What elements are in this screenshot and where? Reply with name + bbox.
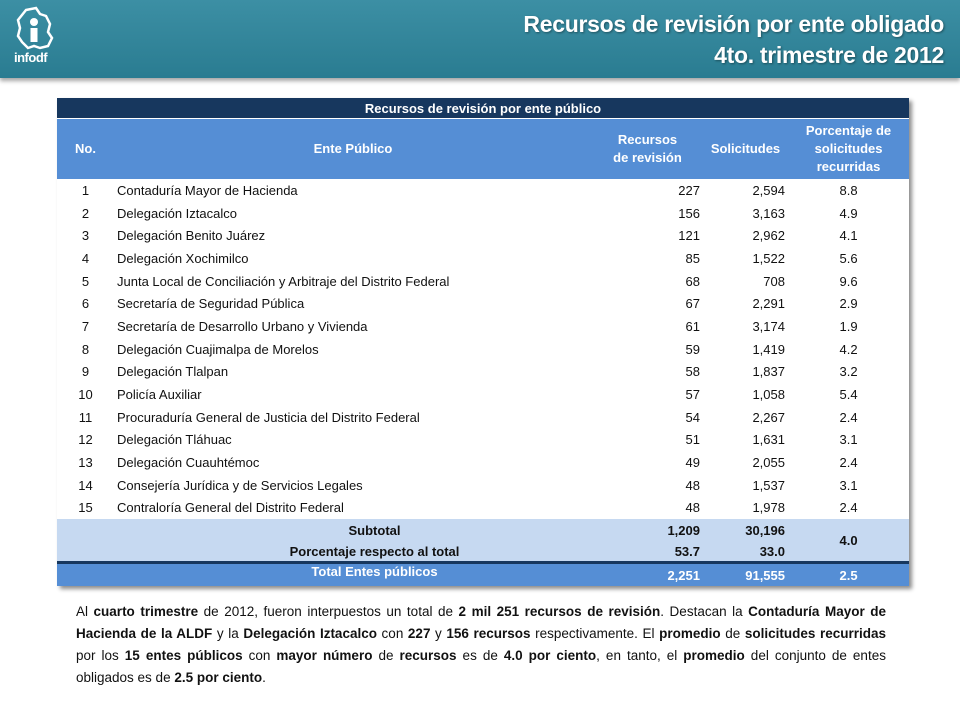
table-row [57,429,909,452]
cell-recursos: 61 [592,315,703,338]
recursos-table [57,98,909,586]
para-text: respectivamente. El [530,626,660,641]
header-no: No. [57,119,114,180]
table-row [57,451,909,474]
cell-no: 12 [57,429,114,452]
subtotal-label: Subtotal [57,519,592,541]
para-bold: 227 [407,626,431,641]
total-solicitudes: 91,555 [703,563,788,587]
total-row [57,563,909,587]
table-title: Recursos de revisión por ente público [57,98,909,119]
cell-no: 8 [57,338,114,361]
para-text: de [372,648,400,663]
cell-ente: Delegación Tlalpan [114,361,592,384]
para-text: . Destacan la [660,604,749,619]
cell-recursos: 48 [592,474,703,497]
page-title [523,9,944,71]
cell-pct: 5.6 [788,247,909,270]
table-row [57,224,909,247]
para-bold: 156 recursos [446,626,531,641]
cell-pct: 2.4 [788,497,909,520]
total-pct: 2.5 [788,563,909,587]
table-row [57,247,909,270]
porcentaje-solicitudes: 33.0 [703,541,788,563]
cell-no: 15 [57,497,114,520]
logo-text: infodf [14,50,48,65]
porcentaje-row [57,541,909,563]
para-bold: 2 mil 251 recursos de revisión [458,604,661,619]
cell-solicitudes: 2,055 [703,451,788,474]
para-bold: 15 entes públicos [124,648,243,663]
cell-recursos: 156 [592,202,703,225]
subtotal-pct: 4.0 [788,519,909,563]
cell-pct: 4.1 [788,224,909,247]
cell-recursos: 58 [592,361,703,384]
cell-solicitudes: 1,631 [703,429,788,452]
cell-ente: Consejería Jurídica y de Servicios Legales [114,474,592,497]
cell-ente: Contraloría General del Distrito Federal [114,497,592,520]
cell-pct: 4.2 [788,338,909,361]
cell-pct: 9.6 [788,270,909,293]
table-row [57,292,909,315]
para-text: y la [212,626,244,641]
cell-no: 14 [57,474,114,497]
para-bold: recursos [399,648,457,663]
table-row [57,202,909,225]
table-row [57,497,909,520]
cell-no: 11 [57,406,114,429]
total-recursos: 2,251 [592,563,703,587]
cell-no: 1 [57,179,114,202]
cell-no: 9 [57,361,114,384]
para-bold: promedio [683,648,745,663]
table-row [57,315,909,338]
cell-solicitudes: 2,962 [703,224,788,247]
para-bold: Contaduría Mayor de Hacienda de la ALDF [76,604,886,641]
cell-ente: Delegación Cuajimalpa de Morelos [114,338,592,361]
cell-solicitudes: 2,594 [703,179,788,202]
para-text: de [720,626,745,641]
cell-no: 13 [57,451,114,474]
para-bold: Delegación Iztacalco [243,626,377,641]
header-recursos-line2: de revisión [613,150,682,165]
cell-pct: 3.2 [788,361,909,384]
cell-solicitudes: 1,058 [703,383,788,406]
table-body [57,179,909,519]
cell-ente: Contaduría Mayor de Hacienda [114,179,592,202]
cell-pct: 4.9 [788,202,909,225]
cell-solicitudes: 3,163 [703,202,788,225]
para-bold: promedio [659,626,721,641]
header-pct-line1: Porcentaje de [805,123,892,138]
porcentaje-recursos: 53.7 [592,541,703,563]
total-label: Total Entes públicos [57,563,592,587]
table-row [57,338,909,361]
cell-ente: Delegación Iztacalco [114,202,592,225]
cell-no: 6 [57,292,114,315]
cell-pct: 5.4 [788,383,909,406]
header-ente: Ente Público [114,119,592,180]
header-recursos [592,119,703,180]
para-text: del conjunto de entes obligados es de [76,648,886,685]
cell-ente: Delegación Cuauhtémoc [114,451,592,474]
para-text: y [430,626,447,641]
cell-recursos: 121 [592,224,703,247]
cell-ente: Junta Local de Conciliación y Arbitraje del Distrito Federal [114,270,592,293]
para-text: de 2012, fueron interpuestos un total de [198,604,459,619]
cell-solicitudes: 2,291 [703,292,788,315]
cell-solicitudes: 1,978 [703,497,788,520]
para-text: por los [76,648,125,663]
para-text: con [242,648,277,663]
table-row [57,179,909,202]
cell-pct: 3.1 [788,474,909,497]
para-bold: solicitudes recurridas [744,626,886,641]
header-porcentaje [788,119,909,180]
cell-recursos: 227 [592,179,703,202]
header-pct-line2: solicitudes [814,141,883,156]
subtotal-recursos: 1,209 [592,519,703,541]
cell-recursos: 54 [592,406,703,429]
para-text: es de [456,648,504,663]
cell-no: 4 [57,247,114,270]
cell-solicitudes: 1,537 [703,474,788,497]
cell-no: 10 [57,383,114,406]
cell-ente: Delegación Tláhuac [114,429,592,452]
subtotal-solicitudes: 30,196 [703,519,788,541]
cell-pct: 8.8 [788,179,909,202]
para-text: Al [76,604,94,619]
cell-no: 3 [57,224,114,247]
para-text: , en tanto, el [596,648,684,663]
cell-ente: Delegación Benito Juárez [114,224,592,247]
header-solicitudes: Solicitudes [703,119,788,180]
header-bar [0,0,960,78]
table-row [57,270,909,293]
cell-recursos: 59 [592,338,703,361]
title-line-1: Recursos de revisión por ente obligado [523,11,944,37]
para-bold: mayor número [276,648,373,663]
cell-ente: Policía Auxiliar [114,383,592,406]
cell-ente: Secretaría de Seguridad Pública [114,292,592,315]
table-row [57,383,909,406]
cell-pct: 1.9 [788,315,909,338]
cell-no: 2 [57,202,114,225]
table-row [57,474,909,497]
cell-solicitudes: 3,174 [703,315,788,338]
cell-solicitudes: 1,419 [703,338,788,361]
cell-ente: Procuraduría General de Justicia del Distrito Federal [114,406,592,429]
cell-solicitudes: 1,522 [703,247,788,270]
para-bold: 4.0 por ciento [503,648,597,663]
cell-recursos: 85 [592,247,703,270]
cell-ente: Delegación Xochimilco [114,247,592,270]
cell-recursos: 68 [592,270,703,293]
cell-recursos: 57 [592,383,703,406]
cell-solicitudes: 2,267 [703,406,788,429]
subtotal-row [57,519,909,541]
cell-pct: 3.1 [788,429,909,452]
cell-no: 5 [57,270,114,293]
header-pct-line3: recurridas [816,159,881,174]
cell-pct: 2.4 [788,406,909,429]
title-line-2: 4to. trimestre de 2012 [714,42,944,68]
cell-recursos: 48 [592,497,703,520]
cell-no: 7 [57,315,114,338]
recursos-table-container [57,98,909,586]
cell-pct: 2.4 [788,451,909,474]
header-recursos-line1: Recursos [617,132,678,147]
table-row [57,361,909,384]
cell-ente: Secretaría de Desarrollo Urbano y Vivienda [114,315,592,338]
summary-paragraph [76,601,886,689]
cell-recursos: 51 [592,429,703,452]
para-bold: cuarto trimestre [93,604,199,619]
para-text: . [262,670,266,685]
cell-recursos: 67 [592,292,703,315]
para-text: con [376,626,408,641]
cell-recursos: 49 [592,451,703,474]
table-row [57,406,909,429]
para-bold: 2.5 por ciento [174,670,263,685]
cell-solicitudes: 1,837 [703,361,788,384]
cell-solicitudes: 708 [703,270,788,293]
porcentaje-label: Porcentaje respecto al total [57,541,592,563]
cell-pct: 2.9 [788,292,909,315]
